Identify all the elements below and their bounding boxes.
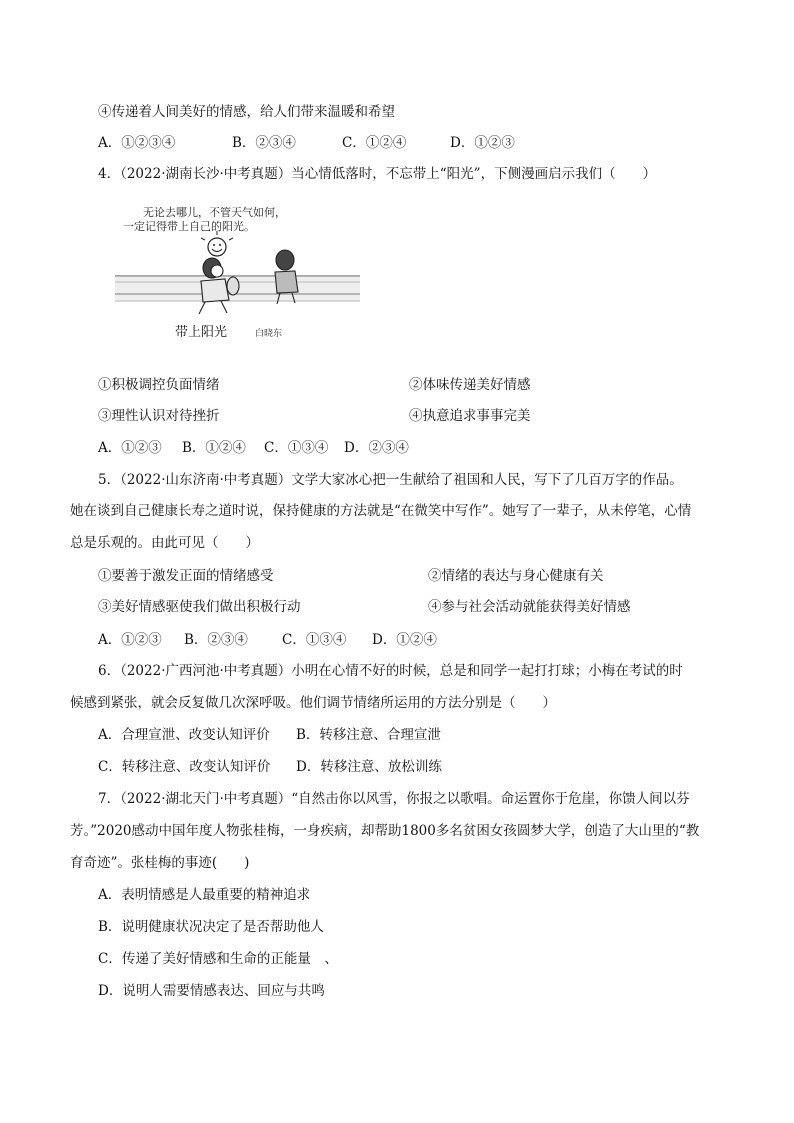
sunshine-cartoon (115, 198, 360, 348)
q5-stem-line-3: 总是乐观的。由此可见（ ） (70, 535, 259, 551)
q6-choice-b: B．转移注意、合理宣泄 (296, 727, 441, 743)
q3-choice-d: D．①②③ (450, 135, 515, 151)
q6-choice-a: A．合理宣泄、改变认知评价 (98, 727, 270, 743)
q4-choice-d: D．②③④ (344, 440, 409, 456)
q7-choice-d: D．说明人需要情感表达、回应与共鸣 (98, 983, 325, 999)
q6-stem-line-1: 6．（2022·广西河池·中考真题）小明在心情不好的时候，总是和同学一起打打球；小梅在考试的时 (98, 663, 683, 679)
q6-choice-c: C．转移注意、改变认知评价 (98, 759, 271, 775)
q5-choice-d: D．①②④ (372, 632, 437, 648)
q5-item-3: ③美好情感驱使我们做出积极行动 (98, 599, 301, 615)
q7-stem-line-2: 芳。”2020感动中国年度人物张桂梅，一身疾病，却帮助1800多名贫困女孩圆梦大学，创造了大山里的“教 (70, 823, 700, 839)
walking-boy-figure (199, 258, 239, 314)
cartoon-caption: 带上阳光 (175, 325, 228, 340)
q7-choice-a: A．表明情感是人最重要的精神追求 (98, 887, 311, 903)
q4-stem: 4．（2022·湖南长沙·中考真题）当心情低落时，不忘带上“阳光”，下侧漫画启示我们（ ） (98, 166, 657, 182)
q3-choice-b: B．②③④ (232, 135, 296, 151)
q3-choice-a: A．①②③④ (98, 135, 176, 151)
q5-choice-b: B．②③④ (184, 632, 248, 648)
q5-choice-c: C．①③④ (282, 632, 347, 648)
q4-item-3: ③理性认识对待挫折 (98, 408, 220, 424)
q4-choice-c: C．①③④ (264, 440, 329, 456)
q4-item-1: ①积极调控负面情绪 (98, 377, 220, 393)
q5-item-2: ②情绪的表达与身心健康有关 (428, 568, 604, 584)
q7-choice-b: B．说明健康状况决定了是否帮助他人 (98, 919, 324, 935)
q6-stem-line-2: 候感到紧张，就会反复做几次深呼吸。他们调节情绪所运用的方法分别是（ ） (70, 695, 556, 711)
q5-choice-a: A．①②③ (98, 632, 162, 648)
cartoon-speech-line-2: 一定记得带上自己的阳光。 (123, 220, 255, 233)
q4-choice-b: B．①②④ (182, 440, 246, 456)
q5-item-4: ④参与社会活动就能获得美好情感 (428, 599, 631, 615)
q5-item-1: ①要善于激发正面的情绪感受 (98, 568, 274, 584)
q3-choice-c: C．①②④ (342, 135, 407, 151)
q4-item-4: ④执意追求事事完美 (409, 408, 531, 424)
q7-choice-c: C．传递了美好情感和生命的正能量 、 (98, 951, 338, 967)
q4-choice-a: A．①②③ (98, 440, 162, 456)
q5-stem-line-1: 5．（2022·山东济南·中考真题）文学大家冰心把一生献给了祖国和人民，写下了几百万字的作品。 (98, 472, 683, 488)
smiling-sun-icon (201, 231, 233, 256)
q6-choice-d: D．转移注意、放松训练 (296, 759, 442, 775)
q5-stem-line-2: 她在谈到自己健康长寿之道时说，保持健康的方法就是“在微笑中写作”。她写了一辈子，从未停笔，心情 (70, 503, 692, 519)
q3-item-4: ④传递着人间美好的情感，给人们带来温暖和希望 (98, 104, 395, 120)
q7-stem-line-1: 7．（2022·湖北天门·中考真题）“自然击你以风雪，你报之以歌唱。命运置你于危崖，你馈人间以芬 (98, 791, 690, 807)
cartoon-speech-line-1: 无论去哪儿，不管天气如何， (143, 206, 286, 219)
q7-stem-line-3: 育奇迹”。张桂梅的事迹( ) (70, 855, 250, 871)
cartoon-author: 白晓东 (255, 329, 283, 339)
q4-item-2: ②体味传递美好情感 (409, 377, 531, 393)
